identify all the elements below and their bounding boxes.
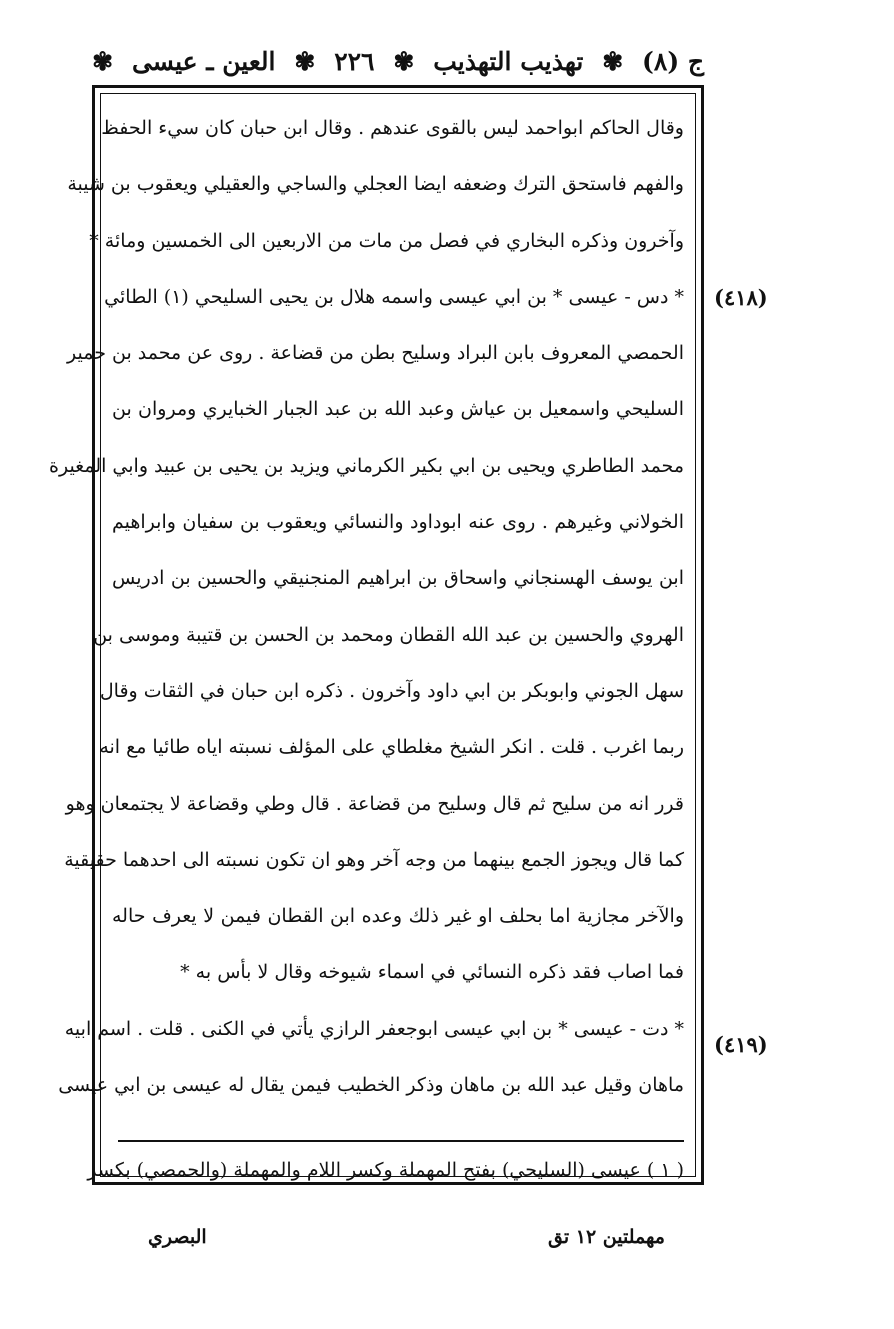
page-number: ٢٢٦ — [334, 46, 375, 76]
ornament-icon: ✾ — [393, 46, 415, 76]
text-line: * دس - عيسى * بن ابي عيسى واسمه هلال بن يحيى السليحي (١) الطائي — [104, 285, 684, 308]
text-line: محمد الطاطري ويحيى بن ابي بكير الكرماني ويزيد بن يحيى بن عبيد وابي المغيرة — [49, 454, 684, 477]
catchword-right: مهملتين ١٢ تق — [548, 1226, 665, 1248]
text-line: الحمصي المعروف بابن البراد وسليح بطن من قضاعة . روى عن محمد بن حمير — [67, 342, 684, 365]
text-line: والفهم فاستحق الترك وضعفه ايضا العجلي والساجي والعقيلي ويعقوب بن شيبة — [67, 173, 684, 196]
ornament-icon: ✾ — [294, 46, 316, 76]
text-line: * دت - عيسى * بن ابي عيسى ابوجعفر الرازي يأتي في الكنى . قلت . اسم ابيه — [64, 1017, 684, 1040]
footnote: ( ١ ) عيسى (السليحي) بفتح المهملة وكسر اللام والمهملة (والحمصي) بكسر — [87, 1159, 684, 1181]
entry-number: (٤١٨) — [714, 285, 768, 310]
text-line: سهل الجوني وابوبكر بن ابي داود وآخرون . ذكره ابن حبان في الثقات وقال — [99, 679, 684, 702]
text-line: الخولاني وغيرهم . روى عنه ابوداود والنسائي ويعقوب بن سفيان وابراهيم — [112, 511, 684, 534]
footnote-divider — [118, 1140, 684, 1142]
text-line: السليحي واسمعيل بن عياش وعبد الله بن عبد الجبار الخبايري ومروان بن — [112, 398, 684, 421]
main-text — [49, 100, 684, 1113]
text-line: ربما اغرب . قلت . انكر الشيخ مغلطاي على المؤلف نسبته اياه طائيا مع انه — [99, 736, 684, 759]
text-line: قرر انه من سليح ثم قال وسليح من قضاعة . قال وطي وقضاعة لا يجتمعان وهو — [65, 792, 684, 815]
text-line: وآخرون وذكره البخاري في فصل من مات من الاربعين الى الخمسين ومائة * — [89, 229, 684, 252]
running-header — [92, 38, 704, 84]
chapter-title: العين ـ عيسى — [131, 46, 276, 76]
text-line: والآخر مجازية اما بحلف او غير ذلك وعده ابن القطان فيمن لا يعرف حاله — [112, 905, 684, 928]
text-line: كما قال ويجوز الجمع بينهما من وجه آخر وهو ان تكون نسبته الى احدهما حقيقية — [64, 848, 684, 871]
text-line: وقال الحاكم ابواحمد ليس بالقوى عندهم . وقال ابن حبان كان سيء الحفظ — [101, 117, 684, 139]
ornament-icon: ✾ — [92, 46, 114, 76]
ornament-icon: ✾ — [602, 46, 624, 76]
entry-number: (٤١٩) — [714, 1032, 768, 1057]
book-title: تهذيب التهذيب — [433, 46, 584, 76]
text-line: ابن يوسف الهسنجاني واسحاق بن ابراهيم المنجنيقي والحسين بن ادريس — [112, 567, 684, 590]
text-line: فما اصاب فقد ذكره النسائي في اسماء شيوخه وقال لا بأس به * — [180, 961, 684, 984]
catchword-left: البصري — [148, 1226, 207, 1248]
text-line: ماهان وقيل عبد الله بن ماهان وذكر الخطيب فيمن يقال له عيسى بن ابي عيسى — [58, 1074, 684, 1097]
text-line: الهروي والحسين بن عبد الله القطان ومحمد بن الحسن بن قتيبة وموسى بن — [93, 623, 684, 646]
volume-label: ج (٨) — [642, 46, 704, 76]
